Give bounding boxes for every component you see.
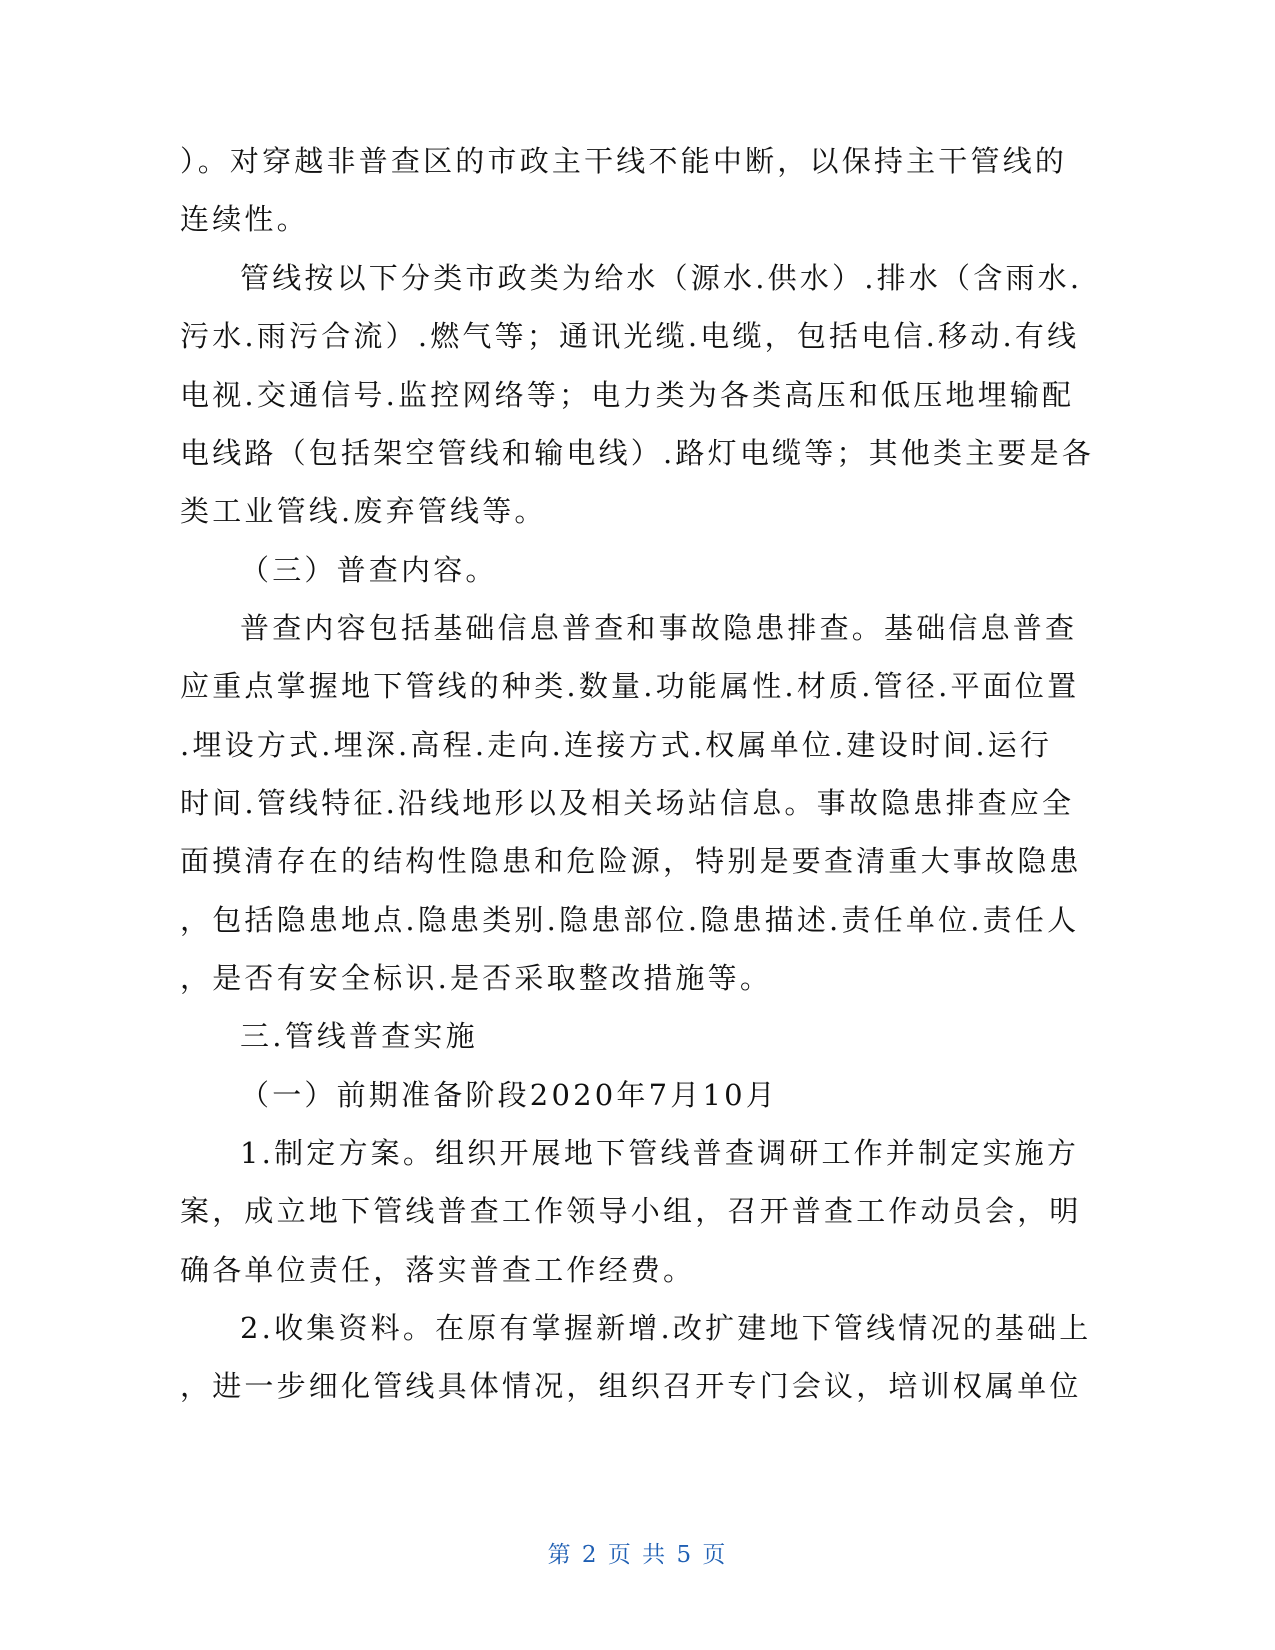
text-line: 面摸清存在的结构性隐患和危险源，特别是要查清重大事故隐患 [180, 844, 1082, 878]
text-line: 1.制定方案。组织开展地下管线普查调研工作并制定实施方 [240, 1136, 1080, 1170]
text-line: 时间.管线特征.沿线地形以及相关场站信息。事故隐患排查应全 [180, 786, 1075, 820]
text-line: 类工业管线.废弃管线等。 [180, 494, 547, 528]
text-line: 管线按以下分类市政类为给水（源水.供水）.排水（含雨水. [240, 261, 1083, 295]
text-line: 连续性。 [180, 202, 309, 236]
text-line: 污水.雨污合流）.燃气等；通讯光缆.电缆，包括电信.移动.有线 [180, 319, 1080, 353]
text-line: ，是否有安全标识.是否采取整改措施等。 [180, 961, 773, 995]
text-line: 确各单位责任，落实普查工作经费。 [180, 1253, 696, 1287]
text-line: 电线路（包括架空管线和输电线）.路灯电缆等；其他类主要是各 [180, 436, 1095, 470]
section-heading: 三.管线普查实施 [240, 1019, 478, 1053]
section-heading: （三）普查内容。 [240, 553, 498, 587]
text-line: 电视.交通信号.监控网络等；电力类为各类高压和低压地埋输配 [180, 378, 1075, 412]
text-line: ，包括隐患地点.隐患类别.隐患部位.隐患描述.责任单位.责任人 [180, 903, 1080, 937]
page-number-footer: 第 2 页 共 5 页 [547, 1542, 728, 1568]
text-line: 2.收集资料。在原有掌握新增.改扩建地下管线情况的基础上 [240, 1311, 1092, 1345]
text-line: 应重点掌握地下管线的种类.数量.功能属性.材质.管径.平面位置 [180, 669, 1080, 703]
text-line: .埋设方式.埋深.高程.走向.连接方式.权属单位.建设时间.运行 [180, 728, 1053, 762]
text-line: 案，成立地下管线普查工作领导小组，召开普查工作动员会，明 [180, 1194, 1082, 1228]
subsection-heading: （一）前期准备阶段2020年7月10月 [240, 1078, 778, 1112]
text-line: ）。对穿越非普查区的市政主干线不能中断，以保持主干管线的 [180, 144, 1068, 178]
text-line: 普查内容包括基础信息普查和事故隐患排查。基础信息普查 [240, 611, 1078, 645]
text-line: ，进一步细化管线具体情况，组织召开专门会议，培训权属单位 [180, 1369, 1082, 1403]
